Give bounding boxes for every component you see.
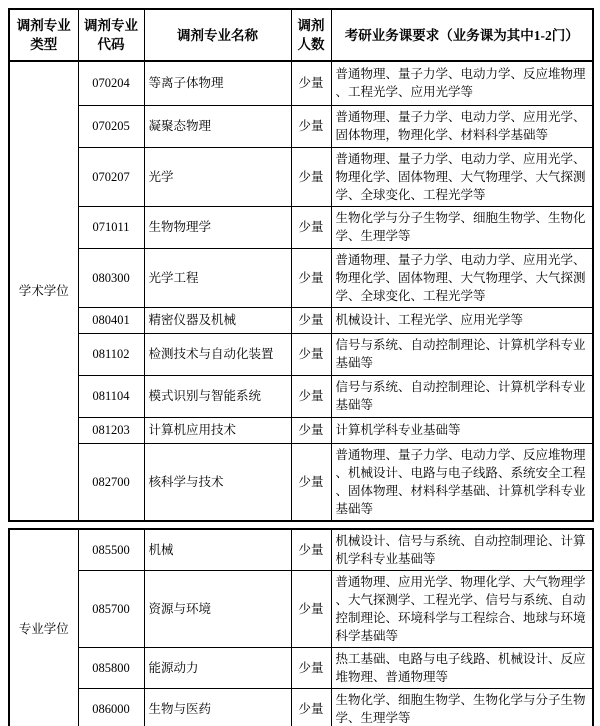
quota-cell: 少量	[291, 147, 331, 206]
col-header-quota: 调剂人数	[291, 9, 331, 61]
quota-cell: 少量	[291, 105, 331, 147]
quota-cell: 少量	[291, 248, 331, 307]
major-name-cell: 资源与环境	[144, 571, 291, 648]
code-cell: 085500	[78, 529, 144, 571]
major-name-cell: 生物与医药	[144, 689, 291, 726]
table-row	[9, 571, 593, 648]
quota-cell: 少量	[291, 417, 331, 443]
table-row	[9, 147, 593, 206]
code-cell: 080300	[78, 248, 144, 307]
major-name-cell: 光学	[144, 147, 291, 206]
table-row	[9, 529, 593, 571]
adjustment-table-professional	[8, 528, 594, 726]
quota-cell: 少量	[291, 206, 331, 248]
requirements-cell: 普通物理、量子力学、电动力学、应用光学、物理化学、固体物理、大气物理学、大气探测学、全球变化、工程光学等	[331, 248, 593, 307]
code-cell: 086000	[78, 689, 144, 726]
requirements-cell: 普通物理、量子力学、电动力学、应用光学、物理化学、固体物理、大气物理学、大气探测学、全球变化、工程光学等	[331, 147, 593, 206]
major-name-cell: 生物物理学	[144, 206, 291, 248]
col-header-type: 调剂专业类型	[9, 9, 78, 61]
major-name-cell: 光学工程	[144, 248, 291, 307]
table-row	[9, 648, 593, 689]
degree-type-cell: 专业学位	[9, 529, 78, 726]
code-cell: 082700	[78, 443, 144, 521]
requirements-cell: 普通物理、应用光学、物理化学、大气物理学、大气探测学、工程光学、信号与系统、自动控制理论、环境科学与工程综合、地球与环境科学基础等	[331, 571, 593, 648]
requirements-cell: 机械设计、信号与系统、自动控制理论、计算机学科专业基础等	[331, 529, 593, 571]
quota-cell: 少量	[291, 529, 331, 571]
requirements-cell: 普通物理、量子力学、电动力学、应用光学、固体物理，物理化学、材料科学基础等	[331, 105, 593, 147]
code-cell: 071011	[78, 206, 144, 248]
quota-cell: 少量	[291, 61, 331, 105]
quota-cell: 少量	[291, 689, 331, 726]
table-row	[9, 61, 593, 105]
quota-cell: 少量	[291, 375, 331, 417]
major-name-cell: 精密仪器及机械	[144, 307, 291, 333]
code-cell: 081104	[78, 375, 144, 417]
requirements-cell: 热工基础、电路与电子线路、机械设计、反应堆物理、普通物理等	[331, 648, 593, 689]
col-header-code: 调剂专业代码	[78, 9, 144, 61]
quota-cell: 少量	[291, 571, 331, 648]
code-cell: 070207	[78, 147, 144, 206]
quota-cell: 少量	[291, 443, 331, 521]
col-header-major-name: 调剂专业名称	[144, 9, 291, 61]
major-name-cell: 凝聚态物理	[144, 105, 291, 147]
code-cell: 070205	[78, 105, 144, 147]
requirements-cell: 普通物理、量子力学、电动力学、反应堆物理、工程光学、应用光学等	[331, 61, 593, 105]
table-row	[9, 443, 593, 521]
quota-cell: 少量	[291, 333, 331, 375]
table-row	[9, 417, 593, 443]
table-row	[9, 375, 593, 417]
major-name-cell: 核科学与技术	[144, 443, 291, 521]
adjustment-table-academic	[8, 8, 594, 522]
requirements-cell: 计算机学科专业基础等	[331, 417, 593, 443]
major-name-cell: 机械	[144, 529, 291, 571]
table-row	[9, 307, 593, 333]
major-name-cell: 能源动力	[144, 648, 291, 689]
requirements-cell: 生物化学与分子生物学、细胞生物学、生物化学、生理学等	[331, 206, 593, 248]
table-row	[9, 333, 593, 375]
table-row	[9, 105, 593, 147]
code-cell: 070204	[78, 61, 144, 105]
major-name-cell: 模式识别与智能系统	[144, 375, 291, 417]
requirements-cell: 信号与系统、自动控制理论、计算机学科专业基础等	[331, 375, 593, 417]
code-cell: 085800	[78, 648, 144, 689]
quota-cell: 少量	[291, 648, 331, 689]
code-cell: 081102	[78, 333, 144, 375]
major-name-cell: 等离子体物理	[144, 61, 291, 105]
major-name-cell: 检测技术与自动化装置	[144, 333, 291, 375]
table-row	[9, 248, 593, 307]
table-row	[9, 206, 593, 248]
table-row	[9, 689, 593, 726]
header-row	[9, 9, 593, 61]
requirements-cell: 信号与系统、自动控制理论、计算机学科专业基础等	[331, 333, 593, 375]
col-header-requirements: 考研业务课要求（业务课为其中1-2门）	[331, 9, 593, 61]
requirements-cell: 普通物理、量子力学、电动力学、反应堆物理、机械设计、电路与电子线路、系统安全工程、固体物理、材料科学基础、计算机学科专业基础等	[331, 443, 593, 521]
code-cell: 081203	[78, 417, 144, 443]
code-cell: 080401	[78, 307, 144, 333]
requirements-cell: 机械设计、工程光学、应用光学等	[331, 307, 593, 333]
quota-cell: 少量	[291, 307, 331, 333]
requirements-cell: 生物化学、细胞生物学、生物化学与分子生物学、生理学等	[331, 689, 593, 726]
degree-type-cell: 学术学位	[9, 61, 78, 521]
code-cell: 085700	[78, 571, 144, 648]
major-name-cell: 计算机应用技术	[144, 417, 291, 443]
